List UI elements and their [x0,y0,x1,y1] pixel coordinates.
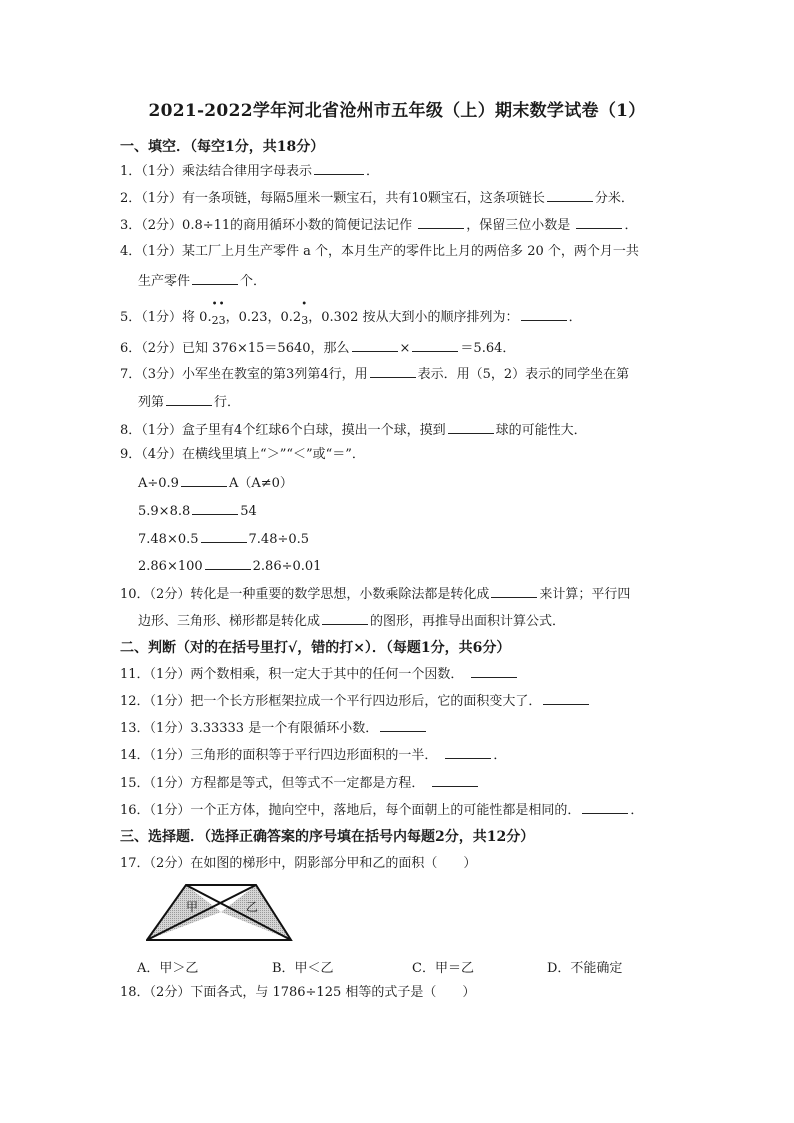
question-7-line-1 [120,364,629,384]
answer-blank[interactable] [576,215,622,229]
answer-blank[interactable] [166,392,212,406]
label-jia: 甲 [186,900,199,914]
digit: 3 [301,314,309,327]
question-text: 球的可能性大． [495,423,587,438]
question-9-item-d [138,556,321,576]
answer-blank[interactable] [432,773,478,787]
question-text: 54 [240,504,257,519]
question-17-stem: 17．（2分）在如图的梯形中，阴影部分甲和乙的面积（ ） [120,856,477,871]
question-text: 15．（1分）方程都是等式，但等式不一定都是方程． [120,776,425,791]
question-13 [120,718,428,738]
answer-blank[interactable] [491,584,537,598]
question-text: ． [568,310,582,325]
question-text: 的图形，再推导出面积计算公式． [370,614,566,629]
digit: 2 [211,314,219,327]
question-text: 分米． [594,191,634,206]
question-8 [120,420,587,440]
question-9-item-b [138,501,257,521]
question-7-line-2 [138,392,240,412]
question-text: 8．（1分）盒子里有4个红球6个白球，摸出一个球，摸到 [120,423,446,438]
shaded-region-jia [147,885,221,940]
answer-blank[interactable] [412,338,458,352]
question-text: 生产零件 [138,274,191,289]
answer-blank[interactable] [314,161,364,175]
choice-b[interactable]: B．甲＜乙 [272,961,334,976]
answer-blank[interactable] [543,691,589,705]
question-text: 7.48×0.5 [138,532,199,547]
repeating-digit: • $_3$ [218,299,226,327]
question-15 [120,773,480,793]
question-text: ． [630,803,644,818]
question-text: 1．（1分）乘法结合律用字母表示 [120,164,313,179]
question-text: 16．（1分）一个正方体，抛向空中，落地后，每个面朝上的可能性都是相同的． [120,803,581,818]
question-14 [120,745,506,765]
question-text: 6．（2分）已知 376×15＝5640，那么 [120,341,350,356]
question-text: ，保留三位小数是 [466,218,575,233]
question-11 [120,664,519,684]
answer-blank[interactable] [322,611,368,625]
answer-blank[interactable] [352,338,398,352]
question-text: 边形、三角形、梯形都是转化成 [138,614,321,629]
question-text: 3．（2分）0.8÷11的商用循环小数的简便记法记作 [120,218,417,233]
question-text: 10．（2分）转化是一种重要的数学思想，小数乘除法都是转化成 [120,587,490,602]
question-text: 表示．用（5，2）表示的同学坐在第 [417,367,630,382]
repeating-digit: • $_3$ [301,299,309,327]
question-6 [120,338,515,358]
answer-blank[interactable] [181,473,227,487]
answer-blank[interactable] [445,745,491,759]
question-5 [120,299,582,327]
question-text: 来计算；平行四 [539,587,631,602]
question-10-line-2 [138,611,565,631]
question-text: 个． [240,274,267,289]
question-text: A÷0.9 [138,476,179,491]
question-text: ． [624,218,638,233]
question-10-line-1 [120,584,630,604]
question-text: ． [366,164,380,179]
question-text: 行． [214,395,241,410]
question-text: 13．（1分）3.33333 是一个有限循环小数． [120,721,379,736]
question-2 [120,188,634,208]
question-text: 11．（1分）两个数相乘，积一定大于其中的任何一个因数． [120,667,464,682]
question-text: 2.86÷0.01 [252,559,322,574]
question-1 [120,161,379,181]
digit: 3 [218,314,226,327]
question-4-line-1: 4．（1分）某工厂上月生产零件 a 个，本月生产的零件比上月的两倍多 20 个，两个月一共 [120,244,639,259]
question-text: 5．（1分）将 0. [120,310,212,325]
question-text: × [399,341,411,356]
answer-blank[interactable] [471,664,517,678]
answer-blank[interactable] [582,800,628,814]
question-12 [120,691,591,711]
page-title: 2021-2022学年河北省沧州市五年级（上）期末数学试卷（1） [148,101,646,121]
question-3 [120,215,637,235]
answer-blank[interactable] [192,271,238,285]
question-text: 14．（1分）三角形的面积等于平行四边形面积的一半． [120,748,438,763]
section-heading-multiple-choice: 三、选择题．（选择正确答案的序号填在括号内每题2分，共12分） [120,829,535,845]
question-text: A（A≠0） [228,476,293,491]
question-18-stem: 18．（2分）下面各式，与 1786÷125 相等的式子是（ ） [120,985,476,1000]
choice-c[interactable]: C．甲＝乙 [412,961,474,976]
question-9-stem: 9．（4分）在横线里填上“＞”“＜”或“＝”． [120,447,365,462]
question-16 [120,800,643,820]
trapezoid-figure [146,882,296,944]
question-4-line-2 [138,271,266,291]
label-yi: 乙 [246,900,259,914]
section-heading-fill-in: 一、填空．（每空1分，共18分） [120,139,325,155]
answer-blank[interactable] [547,188,593,202]
repeating-digit: • $_2$ [211,299,219,327]
question-text: 12．（1分）把一个长方形框架拉成一个平行四边形后，它的面积变大了． [120,694,542,709]
question-text: ，0.302 按从大到小的顺序排列为： [308,310,519,325]
choice-a[interactable]: A．甲＞乙 [137,961,199,976]
question-text: 7．（3分）小军坐在教室的第3列第4行，用 [120,367,368,382]
question-text: 2.86×100 [138,559,203,574]
question-text: ，0.23，0.2 [225,310,302,325]
question-text: 2．（1分）有一条项链，每隔5厘米一颗宝石，共有10颗宝石，这条项链长 [120,191,545,206]
section-heading-true-false: 二、判断（对的在括号里打√，错的打×）．（每题1分，共6分） [120,640,511,656]
question-text: ． [493,748,507,763]
question-text: 列第 [138,395,165,410]
answer-blank[interactable] [370,364,416,378]
question-text: ＝5.64． [460,341,516,356]
question-text: 5.9×8.8 [138,504,191,519]
question-9-item-a [138,473,293,493]
question-9-item-c [138,529,309,549]
answer-blank[interactable] [448,420,494,434]
choice-d[interactable]: D．不能确定 [547,961,623,976]
answer-blank[interactable] [205,556,251,570]
answer-blank[interactable] [201,529,247,543]
answer-blank[interactable] [418,215,464,229]
answer-blank[interactable] [521,307,567,321]
question-text: 7.48÷0.5 [248,532,310,547]
answer-blank[interactable] [192,501,238,515]
answer-blank[interactable] [380,718,426,732]
